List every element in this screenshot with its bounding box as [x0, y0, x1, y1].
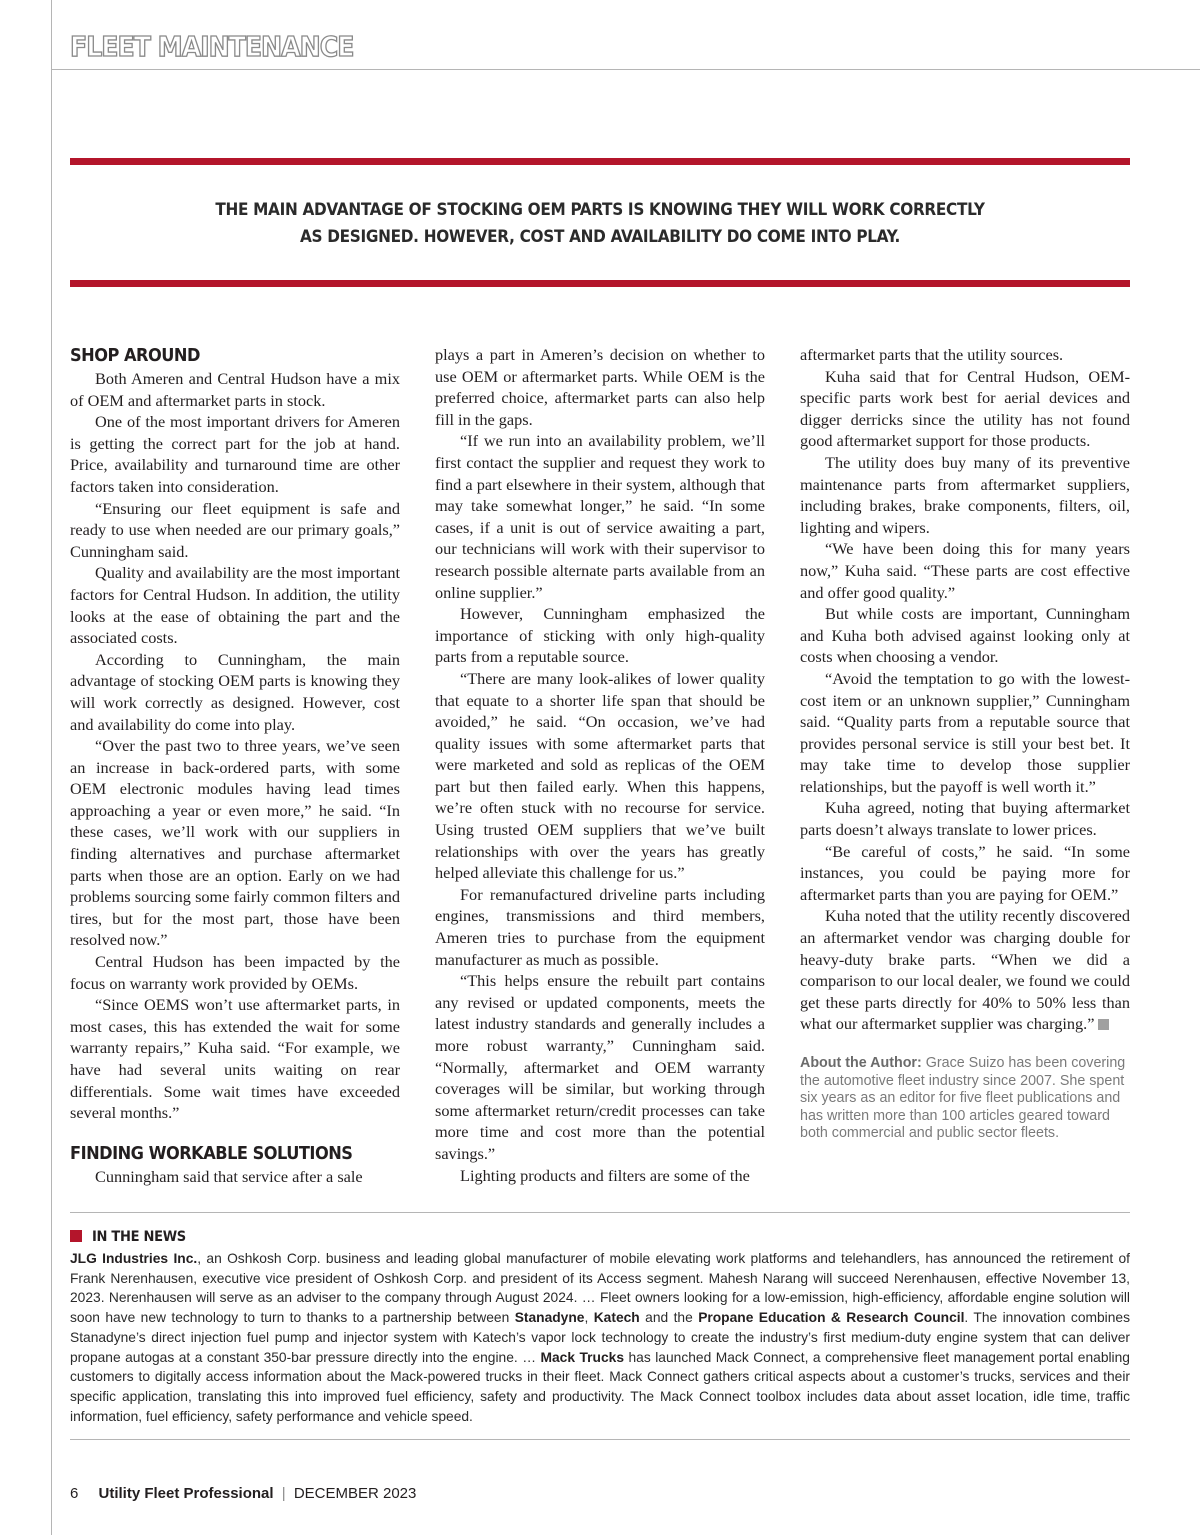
- article-column-1: [70, 344, 400, 1187]
- paragraph: Quality and availability are the most important factors for Central Hudson. In addition, the utility looks at the ease of obtaining the part and the associated costs.: [70, 563, 400, 648]
- news-text: ,: [584, 1310, 594, 1326]
- paragraph: “This helps ensure the rebuilt part contains any revised or updated components, meets the latest industry standards and generally includes a more robust warranty,” Cunningham said. “Normally, aftermarket and OEM warranty coverages will be similar, but working through some aftermarket return/credit processes can take more time and cost more than the potential savings.”: [435, 971, 765, 1163]
- paragraph: “Ensuring our fleet equipment is safe and ready to use when needed are our primary goals,” Cunningham said.: [70, 498, 400, 561]
- paragraph: “Over the past two to three years, we’ve seen an increase in back-ordered parts, with some OEM electronic modules having lead times approaching a year or even more,” he said. “In these cases, we’ll work with our suppliers in finding alternatives and purchase aftermarket parts when those are an option. Early on we had problems sourcing some fairly common filters and tires, but for the most part, those have been resolved now.”: [70, 736, 400, 950]
- paragraph: “If we run into an availability problem, we’ll first contact the supplier and request they work to find a part elsewhere in their system, although that may take somewhat longer,” he said. “In some cases, if a unit is out of service awaiting a part, our technicians will work with their supervisor to research possible alternate parts available from an online supplier.”: [435, 431, 765, 602]
- publication-name: Utility Fleet Professional: [98, 1485, 274, 1502]
- red-square-icon: [70, 1230, 82, 1242]
- news-company: Stanadyne: [514, 1310, 585, 1326]
- paragraph: “We have been doing this for many years now,” Kuha said. “These parts are cost effective and offer good quality.”: [800, 539, 1130, 602]
- news-text: . The innovation combines Stanadyne’s direct injection fuel pump and injector system with Katech’s vapor lock technology to create the industry’s first medium-duty engine system that can deliver propane autogas at a constant 350-bar pressure directly into the engine. …: [70, 1310, 1130, 1365]
- pullquote-line-2: AS DESIGNED. HOWEVER, COST AND AVAILABILITY DO COME INTO PLAY.: [299, 227, 901, 247]
- paragraph: “There are many look-alikes of lower quality that equate to a shorter life span that should be avoided,” he said. “On occasion, we’ve had quality issues with some aftermarket parts that were marketed and sold as replicas of the OEM part but then failed early. When this happens, we’re often stuck with no recourse for service. Using trusted OEM suppliers that we’ve built relationships with over the years has greatly helped alleviate this challenge for us.”: [435, 668, 765, 883]
- final-text: Kuha noted that the utility recently discovered an aftermarket vendor was charging double for heavy-duty brake parts. “When we did a comparison to our local dealer, we found we could get these parts directly for 40% to 50% less than what our aftermarket supplier was charging.”: [800, 906, 1130, 1034]
- paragraph: Kuha said that for Central Hudson, OEM-specific parts work best for aerial devices and digger derricks since the utility has not found good aftermarket support for those products.: [800, 366, 1130, 451]
- paragraph: Kuha agreed, noting that buying aftermarket parts doesn’t always translate to lower prices.: [800, 798, 1130, 840]
- paragraph: According to Cunningham, the main advantage of stocking OEM parts is knowing they will work correctly as designed. However, cost and availability do come into play.: [70, 649, 400, 734]
- paragraph: One of the most important drivers for Ameren is getting the correct part for the job at hand. Price, availability and turnaround time are other factors taken into consideration.: [70, 412, 400, 496]
- news-company: Propane Education & Research Council: [698, 1310, 965, 1326]
- pullquote-top-rule: [70, 158, 1130, 165]
- news-heading-text: IN THE NEWS: [92, 1229, 186, 1245]
- news-top-rule: [70, 1212, 1130, 1213]
- paragraph: Both Ameren and Central Hudson have a mix of OEM and aftermarket parts in stock.: [70, 369, 400, 410]
- news-text: , an Oshkosh Corp. business and leading global manufacturer of mobile elevating work platforms and telehandlers, has announced the retirement of Frank Nerenhausen, executive vice president of Oshkosh Corp. and president of its Access segment. Mahesh Narang will succeed Nerenhausen, effective November 13, 2023. Nerenhausen will serve as an adviser to the company through August 2024. … Fleet owners looking for a low-emission, high-efficiency, affordable engine solution will soon have new technology to turn to thanks to a partnership between: [70, 1251, 1130, 1326]
- paragraph: “Since OEMS won’t use aftermarket parts, in most cases, this has extended the wait for some warranty repairs,” Kuha said. “For example, we have had several units waiting on rear differentials. Some wait times have exceeded several months.”: [70, 995, 400, 1123]
- paragraph-final: [800, 905, 1130, 1035]
- author-label: About the Author:: [800, 1055, 922, 1071]
- pullquote: [200, 197, 1000, 251]
- subheading-finding-solutions: FINDING WORKABLE SOLUTIONS: [70, 1142, 353, 1164]
- article-column-3: [800, 344, 1130, 1143]
- pullquote-bottom-rule: [70, 280, 1130, 287]
- author-bio: [800, 1055, 1130, 1143]
- section-title: FLEET MAINTENANCE: [70, 30, 354, 63]
- news-company: Katech: [593, 1310, 640, 1326]
- page-footer: [70, 1484, 416, 1504]
- paragraph: aftermarket parts that the utility sources.: [800, 345, 1064, 364]
- article-column-2: [435, 344, 765, 1186]
- header-divider: [51, 69, 1200, 70]
- vertical-margin-line: [51, 0, 52, 1535]
- paragraph: Central Hudson has been impacted by the focus on warranty work provided by OEMs.: [70, 952, 400, 993]
- author-text: Grace Suizo has been covering the automotive fleet industry since 2007. She spent six years as an editor for five fleet publications and has written more than 100 articles geared toward both commercial and public sector fleets.: [800, 1055, 1126, 1142]
- subheading-shop-around: SHOP AROUND: [70, 345, 200, 366]
- paragraph: However, Cunningham emphasized the importance of sticking with only high-quality parts from a reputable source.: [435, 604, 765, 667]
- paragraph: Lighting products and filters are some of the: [460, 1165, 750, 1185]
- news-bottom-rule: [70, 1439, 1130, 1440]
- paragraph: Cunningham said that service after a sale: [95, 1166, 363, 1186]
- news-heading: [70, 1228, 186, 1246]
- paragraph: For remanufactured driveline parts including engines, transmissions and third members, Ameren tries to purchase from the equipment manufacturer as much as possible.: [435, 884, 765, 969]
- footer-separator: |: [281, 1485, 286, 1502]
- end-mark-icon: [1098, 1019, 1109, 1030]
- paragraph: “Avoid the temptation to go with the lowest-cost item or an unknown supplier,” Cunningham said. “Quality parts from a reputable source that provides personal service is still your best bet. It may take time to develop those supplier relationships, but the payoff is well worth it.”: [800, 668, 1130, 796]
- news-company: JLG Industries Inc.: [70, 1251, 198, 1266]
- paragraph: “Be careful of costs,” he said. “In some instances, you could be paying more for aftermarket parts than you are paying for OEM.”: [800, 841, 1130, 904]
- issue-date: DECEMBER 2023: [293, 1485, 417, 1502]
- paragraph: plays a part in Ameren’s decision on whether to use OEM or aftermarket parts. While OEM is the preferred choice, aftermarket parts can also help fill in the gaps.: [435, 345, 765, 429]
- news-body: [70, 1249, 1130, 1426]
- news-text: and the: [639, 1310, 699, 1326]
- pullquote-line-1: THE MAIN ADVANTAGE OF STOCKING OEM PARTS IS KNOWING THEY WILL WORK CORRECTLY: [215, 200, 985, 220]
- page-number: 6: [70, 1485, 79, 1502]
- news-company: Mack Trucks: [540, 1349, 624, 1365]
- news-text: has launched Mack Connect, a comprehensive fleet management portal enabling customers to digitally access information about the Mack-powered trucks in their fleet. Mack Connect gathers critical aspects about a customer’s trucks, services and their specific application, translating this into improved fuel efficiency, safety and productivity. The Mack Connect toolbox includes data about asset location, idle time, traffic information, fuel efficiency, safety performance and vehicle speed.: [70, 1349, 1130, 1424]
- paragraph: The utility does buy many of its preventive maintenance parts from aftermarket suppliers, including brakes, brake components, filters, oil, lighting and wipers.: [800, 452, 1130, 537]
- paragraph: But while costs are important, Cunningham and Kuha both advised against looking only at costs when choosing a vendor.: [800, 604, 1130, 667]
